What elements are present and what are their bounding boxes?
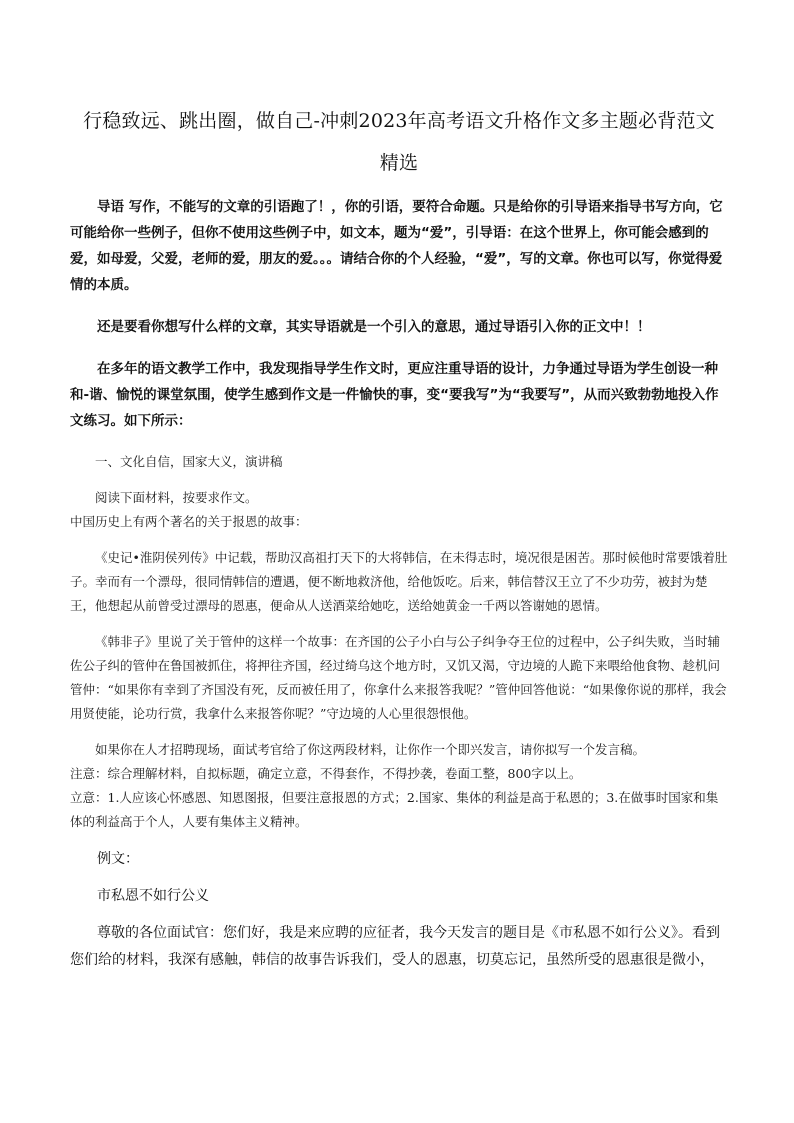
- title-line-1: 行稳致远、跳出圈，做自己-冲刺2023年高考语文升格作文多主题必背范文: [83, 110, 715, 132]
- intro-paragraph-2: 还是要看你想写什么样的文章，其实导语就是一个引入的意思，通过导语引入你的正文中！！: [97, 319, 651, 335]
- document-title: [70, 100, 728, 184]
- essay-body: 尊敬的各位面试官：您们好，我是来应聘的应征者，我今天发言的题目是《市私恩不如行公义》。看到您们给的材料，我深有感触，韩信的故事告诉我们，受人的恩惠，切莫忘记，虽然所受的恩惠很是微小，: [70, 925, 720, 968]
- title-line-2: 精选: [379, 152, 419, 174]
- section-heading: 一、文化自信，国家大义，演讲稿: [95, 454, 283, 469]
- intro-paragraph-3: 在多年的语文教学工作中，我发现指导学生作文时，更应注重导语的设计，力争通过导语为学生创设一种和-谐、愉悦的课堂氛围，使学生感到作文是一件愉快的事，变“要我写”为“我要写”，从而兴致勃勃地投入作文练习。如下所示：: [70, 361, 719, 429]
- story-paragraph-1: 《史记•淮阴侯列传》中记载，帮助汉高祖打天下的大将韩信，在未得志时，境况很是困苦。那时候他时常要饿着肚子。幸而有一个漂母，很同情韩信的遭遇，便不断地救济他，给他饭吃。后来，韩信替汉王立了不少功劳，被封为楚王，他想起从前曾受过漂母的恩惠，便命从人送酒菜给她吃，送给她黄金一千两以答谢她的恩情。: [70, 550, 728, 613]
- task-line: 如果你在人才招聘现场，面试考官给了你这两段材料，让你作一个即兴发言，请你拟写一个发言稿。: [95, 742, 646, 757]
- intro-paragraph-1: 导语 写作，不能写的文章的引语跑了！，你的引语，要符合命题。只是给你的引导语来指导书写方向，它可能给你一些例子，但你不使用这些例子中，如文本，题为“爱”，引导语：在这个世界上，你可能会感到的爱，如母爱，父爱，老师的爱，朋友的爱。。。请结合你的个人经验，“爱”，写的文章。你也可以写，你觉得爱情的本质。: [70, 199, 723, 293]
- note-line: 注意：综合理解材料，自拟标题，确定立意，不得套作，不得抄袭，卷面工整，800字以上。: [70, 766, 582, 781]
- essay-label: 例文：: [97, 851, 139, 867]
- idea-line: 立意：1.人应该心怀感恩、知恩图报，但要注意报恩的方式；2.国家、集体的利益是高于私恩的；3.在做事时国家和集体的利益高于个人，人要有集体主义精神。: [70, 790, 719, 829]
- read-instruction: 阅读下面材料，按要求作文。: [95, 490, 258, 505]
- essay-title: 市私恩不如行公义: [97, 888, 209, 904]
- story-paragraph-2: 《韩非子》里说了关于管仲的这样一个故事：在齐国的公子小白与公子纠争夺王位的过程中，公子纠失败，当时辅佐公子纠的管仲在鲁国被抓住，将押往齐国，经过绮乌这个地方时，又饥又渴，守边境的人跪下来喂给他食物、趁机问管仲：“如果你有幸到了齐国没有死，反而被任用了，你拿什么来报答我呢？”管仲回答他说：“如果像你说的那样，我会用贤使能，论功行赏，我拿什么来报答你呢？”守边境的人心里很怨恨他。: [70, 634, 727, 721]
- china-history-line: 中国历史上有两个著名的关于报恩的故事：: [70, 514, 308, 529]
